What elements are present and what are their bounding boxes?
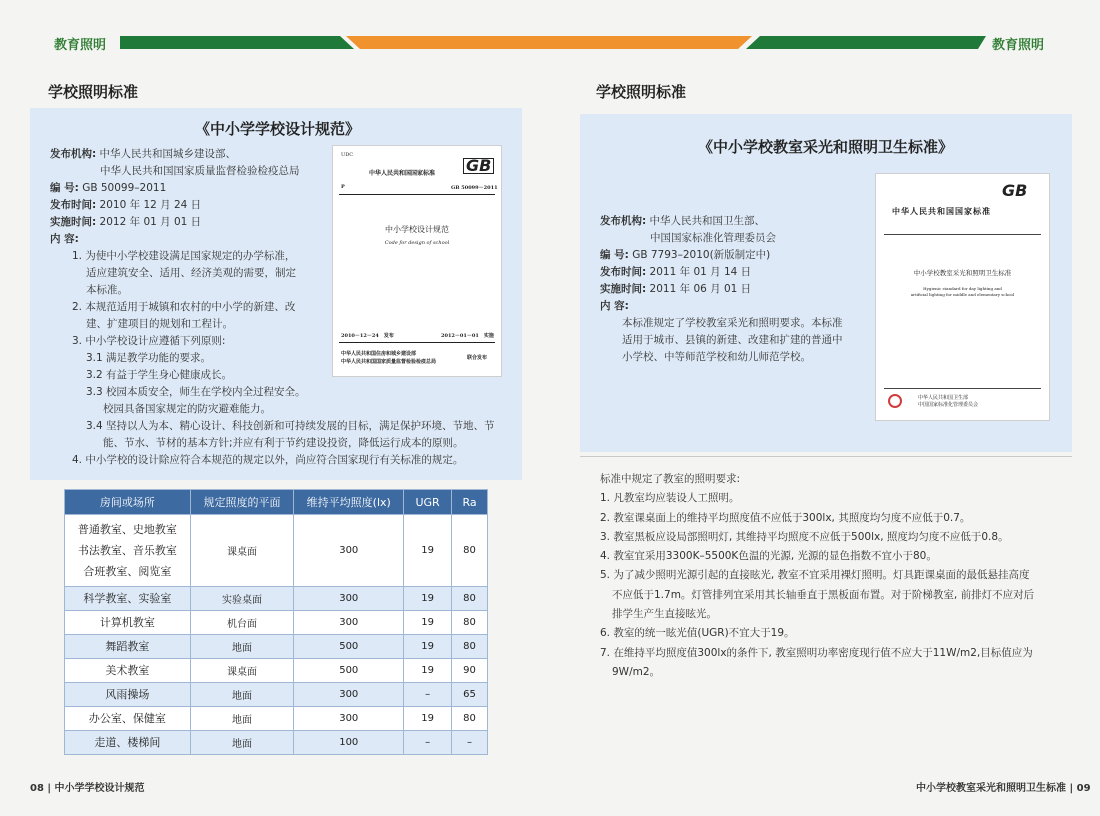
- cover-rule-bottom: [339, 342, 495, 343]
- cell-plane: 课桌面: [190, 515, 294, 587]
- number-value: GB 50099–2011: [82, 182, 167, 194]
- table-row: [65, 587, 488, 611]
- release-key: 发布时间:: [600, 266, 647, 278]
- cell-lux: 300: [294, 611, 404, 635]
- cell-ra: 80: [452, 707, 488, 731]
- cover-title-en: Code for design of school: [384, 240, 450, 246]
- req-item-4: 4. 教室宜采用3300K–5500K色温的光源, 光源的显色指数不宜小于80。: [600, 550, 937, 563]
- cover-rule-bottom: [884, 388, 1041, 389]
- effective-value: 2011 年 06 月 01 日: [649, 283, 752, 295]
- cell-ugr: –: [404, 731, 452, 755]
- req-item-7a: 7. 在维持平均照度值300lx的条件下, 教室照明功率密度现行值不应大于11W/m2,目标值应为: [600, 646, 1033, 659]
- page-title-left: 学校照明标准: [48, 83, 139, 101]
- th-plane: 规定照度的平面: [190, 490, 294, 515]
- left-standard-cover: [332, 145, 502, 377]
- band-green-right: [746, 36, 986, 49]
- content-item-3-3a: 3.3 校园本质安全，师生在学校内全过程安全。: [86, 386, 306, 398]
- content-item-3: 3. 中小学校设计应遵循下列原则:: [72, 335, 226, 347]
- th-ra: Ra: [452, 490, 488, 515]
- right-info-panel: [580, 114, 1072, 452]
- cell-plane: 课桌面: [190, 659, 294, 683]
- cell-plane: 地面: [190, 683, 294, 707]
- cell-room: 办公室、保健室: [65, 707, 191, 731]
- cell-ra: 80: [452, 635, 488, 659]
- req-item-6: 6. 教室的统一眩光值(UGR)不宜大于19。: [600, 627, 795, 640]
- cell-room: 舞蹈教室: [65, 635, 191, 659]
- content-line-2: 适用于城市、县镇的新建、改建和扩建的普通中: [622, 334, 843, 346]
- cover-gb-number: GB 50099－2011: [451, 185, 498, 191]
- req-intro: 标准中规定了教室的照明要求:: [600, 473, 741, 485]
- release-value: 2010 年 12 月 24 日: [99, 199, 202, 211]
- cell-plane: 地面: [190, 635, 294, 659]
- table-row: [65, 731, 488, 755]
- cover-std-head: 中华人民共和国国家标准: [369, 170, 436, 177]
- cover-rule-top: [884, 234, 1041, 235]
- right-standard-cover: [875, 173, 1050, 421]
- cell-room: 美术教室: [65, 659, 191, 683]
- cell-ra: 90: [452, 659, 488, 683]
- content-item-2b: 建、扩建项目的规划和工程计。: [86, 318, 233, 330]
- cell-ugr: 19: [404, 515, 452, 587]
- cell-ugr: 19: [404, 659, 452, 683]
- cover-issuer-2: 中国国家标准化管理委员会: [918, 402, 979, 408]
- effective-value: 2012 年 01 月 01 日: [99, 216, 202, 228]
- number-key: 编 号:: [600, 249, 629, 261]
- cell-room: 走道、楼梯间: [65, 731, 191, 755]
- cell-lux: 300: [294, 683, 404, 707]
- table-row: [65, 635, 488, 659]
- effective-key: 实施时间:: [50, 216, 97, 228]
- cover-title-en-2: artificial lighting for middle and elementary school: [910, 292, 1015, 297]
- publisher-key: 发布机构:: [50, 148, 97, 160]
- cell-lux: 300: [294, 707, 404, 731]
- publisher-value-1: 中华人民共和国卫生部、: [649, 215, 766, 227]
- content-key: 内 容:: [600, 300, 629, 312]
- cell-plane: 实验桌面: [190, 587, 294, 611]
- content-item-3-3b: 校园具备国家规定的防灾避难能力。: [103, 403, 271, 415]
- cell-room-line: 合班教室、阅览室: [83, 565, 172, 578]
- content-item-3-4a: 3.4 坚持以人为本、精心设计、科技创新和可持续发展的目标，满足保护环境、节地、节: [86, 420, 495, 432]
- cell-plane: 地面: [190, 731, 294, 755]
- publisher-key: 发布机构:: [600, 215, 647, 227]
- cover-impl-date: 2012－01－01 实施: [441, 333, 494, 339]
- cell-room: 科学教室、实验室: [65, 587, 191, 611]
- right-divider: [580, 456, 1072, 457]
- cell-lux: 500: [294, 635, 404, 659]
- cell-ugr: 19: [404, 587, 452, 611]
- cover-rule-top: [339, 194, 495, 195]
- content-line-3: 小学校、中等师范学校和幼儿师范学校。: [622, 351, 811, 363]
- th-ugr: UGR: [404, 490, 452, 515]
- number-key: 编 号:: [50, 182, 79, 194]
- band-green-left: [120, 36, 354, 49]
- header-label-right: 教育照明: [992, 38, 1045, 53]
- content-item-3-4b: 能、节水、节材的基本方针;并应有利于节约建设投资，降低运行成本的原则。: [103, 437, 464, 449]
- cover-gb-logo: GB: [1002, 181, 1028, 200]
- table-row: [65, 683, 488, 707]
- cell-ugr: 19: [404, 707, 452, 731]
- number-value: GB 7793–2010(新版制定中): [632, 249, 771, 261]
- cell-ugr: 19: [404, 635, 452, 659]
- cell-room-line: 普通教室、史地教室: [77, 523, 177, 536]
- release-key: 发布时间:: [50, 199, 97, 211]
- publisher-value-2: 中国国家标准化管理委员会: [650, 232, 776, 244]
- band-orange: [346, 36, 752, 49]
- lighting-requirements: [600, 470, 1060, 682]
- content-item-1a: 1. 为使中小学校建设满足国家规定的办学标准，: [72, 250, 296, 262]
- req-item-1: 1. 凡教室均应装设人工照明。: [600, 492, 740, 505]
- req-item-5c: 排学生产生直接眩光。: [612, 608, 717, 621]
- cover-title-cn: 中小学校设计规范: [385, 225, 449, 234]
- table-row: [65, 707, 488, 731]
- req-item-5a: 5. 为了减少照明光源引起的直接眩光, 教室不宜采用裸灯照明。灯具距课桌面的最低悬挂高度: [600, 569, 1030, 582]
- table-row: [65, 659, 488, 683]
- header-label-left: 教育照明: [54, 38, 107, 53]
- header-band: [120, 36, 986, 49]
- cover-joint: 联合发布: [467, 355, 488, 361]
- right-panel-title: 《中小学校教室采光和照明卫生标准》: [698, 138, 954, 156]
- cell-lux: 500: [294, 659, 404, 683]
- cell-ra: 80: [452, 515, 488, 587]
- cell-plane: 机台面: [190, 611, 294, 635]
- cover-issuer-1: 中华人民共和国卫生部: [918, 395, 969, 401]
- cell-room: 风雨操场: [65, 683, 191, 707]
- cover-p: P: [341, 184, 345, 190]
- cover-issue-date: 2010－12－24 发布: [341, 333, 394, 339]
- footer-left: 08 | 中小学学校设计规范: [30, 783, 145, 794]
- content-item-3-2: 3.2 有益于学生身心健康成长。: [86, 369, 233, 381]
- th-lux: 维持平均照度(lx): [294, 490, 404, 515]
- req-item-2: 2. 教室课桌面上的维持平均照度值不应低于300lx, 其照度均匀度不应低于0.7。: [600, 511, 971, 524]
- content-item-1b: 适应建筑安全、适用、经济美观的需要，制定: [86, 267, 296, 279]
- cell-ugr: –: [404, 683, 452, 707]
- table-row: [65, 515, 488, 587]
- cover-issuer-1: 中华人民共和国住房和城乡建设部: [341, 351, 417, 357]
- table-row: [65, 611, 488, 635]
- footer-right: 中小学校教室采光和照明卫生标准 | 09: [916, 783, 1091, 794]
- content-key: 内 容:: [50, 233, 79, 245]
- cell-ugr: 19: [404, 611, 452, 635]
- cell-plane: 地面: [190, 707, 294, 731]
- publisher-value-1: 中华人民共和国城乡建设部、: [99, 148, 237, 160]
- cell-ra: 80: [452, 587, 488, 611]
- effective-key: 实施时间:: [600, 283, 647, 295]
- cell-room: 计算机教室: [65, 611, 191, 635]
- illuminance-table: [64, 489, 488, 755]
- cell-ra: –: [452, 731, 488, 755]
- content-line-1: 本标准规定了学校教室采光和照明要求。本标准: [622, 317, 843, 329]
- content-item-4: 4. 中小学校的设计除应符合本规范的规定以外，尚应符合国家现行有关标准的规定。: [72, 454, 464, 466]
- cell-ra: 65: [452, 683, 488, 707]
- left-info-panel: [30, 108, 522, 480]
- left-panel-title: 《中小学学校设计规范》: [195, 120, 361, 138]
- cell-room-line: 书法教室、音乐教室: [77, 544, 177, 557]
- cover-gb-logo: GB: [463, 158, 494, 174]
- content-item-1c: 本标准。: [86, 284, 128, 296]
- page-title-right: 学校照明标准: [596, 83, 687, 101]
- cell-lux: 100: [294, 731, 404, 755]
- cell-room: [65, 515, 191, 587]
- content-item-3-1: 3.1 满足教学功能的要求。: [86, 352, 212, 364]
- cover-title-en-1: Hygienic standard for day lighting and: [923, 286, 1002, 291]
- content-item-2a: 2. 本规范适用于城镇和农村的中小学的新建、改: [72, 301, 296, 313]
- req-item-5b: 不应低于1.7m。灯管排列宜采用其长轴垂直于黑板面布置。对于阶梯教室, 前排灯不应对后: [612, 588, 1035, 601]
- cell-lux: 300: [294, 515, 404, 587]
- cover-seal-icon: [888, 394, 902, 408]
- cover-title-cn: 中小学校教室采光和照明卫生标准: [913, 269, 1012, 277]
- cover-issuer-2: 中华人民共和国国家质量监督检验检疫总局: [341, 359, 437, 365]
- cell-ra: 80: [452, 611, 488, 635]
- req-item-3: 3. 教室黑板应设局部照明灯, 其维持平均照度不应低于500lx, 照度均匀度不应低于0.8。: [600, 530, 1009, 543]
- right-meta: [600, 213, 890, 366]
- left-meta: [50, 146, 340, 248]
- cover-udc: UDC: [341, 152, 354, 158]
- cover-std-head: 中华人民共和国国家标准: [892, 206, 991, 216]
- req-item-7b: 9W/m2。: [612, 665, 661, 678]
- publisher-value-2: 中华人民共和国国家质量监督检验检疫总局: [100, 165, 300, 177]
- cell-lux: 300: [294, 587, 404, 611]
- release-value: 2011 年 01 月 14 日: [649, 266, 752, 278]
- th-room: 房间或场所: [65, 490, 191, 515]
- table-header-row: [65, 490, 488, 515]
